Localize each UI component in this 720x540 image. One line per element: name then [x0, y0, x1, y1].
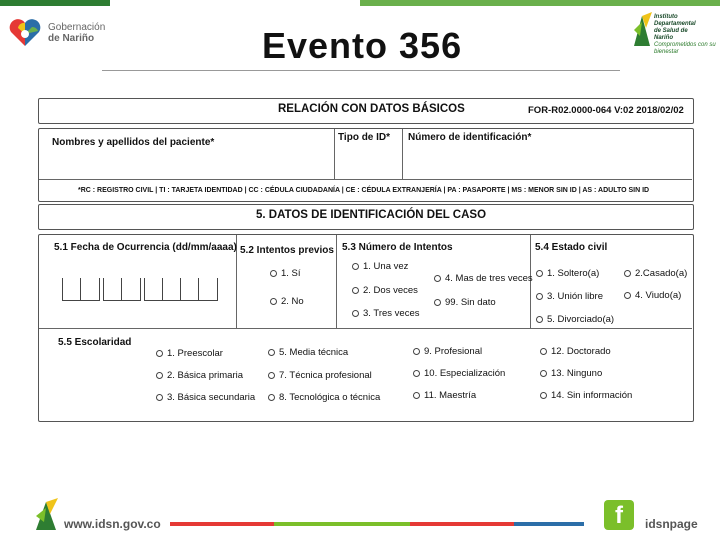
q54-option[interactable]: 4. Viudo(a)	[624, 290, 681, 301]
inst-line1: Instituto	[654, 14, 678, 20]
radio-icon	[268, 394, 275, 401]
q52-option[interactable]: 2. No	[270, 296, 304, 307]
radio-icon	[156, 372, 163, 379]
q54-option[interactable]: 5. Divorciado(a)	[536, 314, 614, 325]
divider	[402, 129, 403, 179]
date-month-field[interactable]	[103, 278, 141, 301]
radio-icon	[413, 392, 420, 399]
q51-label: 5.1 Fecha de Ocurrencia (dd/mm/aaaa)	[54, 242, 237, 253]
instituto-logo	[626, 10, 716, 60]
radio-icon	[270, 270, 277, 277]
radio-icon	[413, 348, 420, 355]
q53-option[interactable]: 1. Una vez	[352, 261, 408, 272]
q55-option[interactable]: 3. Básica secundaria	[156, 392, 255, 403]
q55-option[interactable]: 7. Técnica profesional	[268, 370, 372, 381]
q53-option[interactable]: 3. Tres veces	[352, 308, 420, 319]
radio-icon	[268, 349, 275, 356]
q55-option[interactable]: 9. Profesional	[413, 346, 482, 357]
radio-icon	[434, 275, 441, 282]
id-legend: *RC : REGISTRO CIVIL | TI : TARJETA IDENTIDAD | CC : CÉDULA CIUDADANÍA | CE : CÉDULA EXTRANJERÍA | PA : PASAPORTE | MS : MENOR SIN ID | AS : ADULTO SIN ID	[78, 187, 650, 194]
radio-icon	[156, 394, 163, 401]
q55-option[interactable]: 1. Preescolar	[156, 348, 223, 359]
divider	[39, 328, 692, 329]
inst-line4: Nariño	[654, 35, 674, 41]
q55-option[interactable]: 10. Especialización	[413, 368, 505, 379]
q53-option[interactable]: 99. Sin dato	[434, 297, 496, 308]
radio-icon	[540, 392, 547, 399]
inst-line2: Departamental	[654, 21, 696, 27]
radio-icon	[268, 372, 275, 379]
date-year-field[interactable]	[144, 278, 218, 301]
footer-bar-red	[410, 522, 514, 526]
radio-icon	[624, 292, 631, 299]
radio-icon	[536, 316, 543, 323]
q55-option[interactable]: 12. Doctorado	[540, 346, 611, 357]
id-number-label: Número de identificación*	[408, 132, 532, 143]
facebook-page-link[interactable]: idsnpage	[645, 517, 698, 531]
heart-icon	[8, 18, 42, 48]
q55-option[interactable]: 13. Ninguno	[540, 368, 602, 379]
q52-label: 5.2 Intentos previos	[240, 245, 334, 256]
date-day-field[interactable]	[62, 278, 100, 301]
idsn-leaf-icon	[34, 498, 60, 532]
footer-bar-blue	[514, 522, 584, 526]
radio-icon	[352, 263, 359, 270]
section-title: RELACIÓN CON DATOS BÁSICOS	[278, 103, 465, 115]
radio-icon	[540, 370, 547, 377]
q55-option[interactable]: 2. Básica primaria	[156, 370, 243, 381]
page-title: Evento 356	[262, 25, 463, 66]
divider	[336, 235, 337, 328]
divider	[334, 129, 335, 179]
q55-option[interactable]: 8. Tecnológica o técnica	[268, 392, 380, 403]
top-color-bar	[0, 0, 720, 6]
q55-option[interactable]: 14. Sin información	[540, 390, 632, 401]
gob-line1: Gobernación	[48, 22, 106, 33]
id-type-label: Tipo de ID*	[338, 132, 391, 143]
q53-option[interactable]: 2. Dos veces	[352, 285, 418, 296]
instituto-leaf-icon	[630, 10, 656, 48]
case-section-title: 5. DATOS DE IDENTIFICACIÓN DEL CASO	[256, 209, 487, 221]
q54-label: 5.4 Estado civil	[535, 242, 608, 253]
q54-option[interactable]: 1. Soltero(a)	[536, 268, 599, 279]
radio-icon	[352, 287, 359, 294]
patient-name-label: Nombres y apellidos del paciente*	[52, 137, 215, 148]
gob-line2: de Nariño	[48, 33, 95, 44]
q55-option[interactable]: 11. Maestría	[413, 390, 476, 401]
footer-bar-red	[170, 522, 274, 526]
q53-option[interactable]: 4. Mas de tres veces	[434, 273, 533, 284]
radio-icon	[536, 270, 543, 277]
facebook-icon[interactable]: f	[604, 500, 634, 530]
q54-option[interactable]: 3. Unión libre	[536, 291, 603, 302]
gobernacion-logo	[8, 18, 105, 48]
radio-icon	[624, 270, 631, 277]
q52-option[interactable]: 1. Sí	[270, 268, 301, 279]
form-code: FOR-R02.0000-064 V:02 2018/02/02	[528, 105, 684, 116]
inst-tagline: Comprometidos con su bienestar	[654, 42, 716, 55]
radio-icon	[413, 370, 420, 377]
q54-option[interactable]: 2.Casado(a)	[624, 268, 687, 279]
title-underline	[102, 70, 620, 71]
footer-bar-green	[274, 522, 410, 526]
radio-icon	[434, 299, 441, 306]
radio-icon	[270, 298, 277, 305]
radio-icon	[156, 350, 163, 357]
radio-icon	[352, 310, 359, 317]
q55-option[interactable]: 5. Media técnica	[268, 347, 348, 358]
website-link[interactable]: www.idsn.gov.co	[64, 517, 161, 531]
radio-icon	[540, 348, 547, 355]
divider	[39, 179, 692, 180]
inst-line3: de Salud de	[654, 28, 688, 34]
radio-icon	[536, 293, 543, 300]
q55-label: 5.5 Escolaridad	[58, 337, 132, 348]
q53-label: 5.3 Número de Intentos	[342, 242, 453, 253]
